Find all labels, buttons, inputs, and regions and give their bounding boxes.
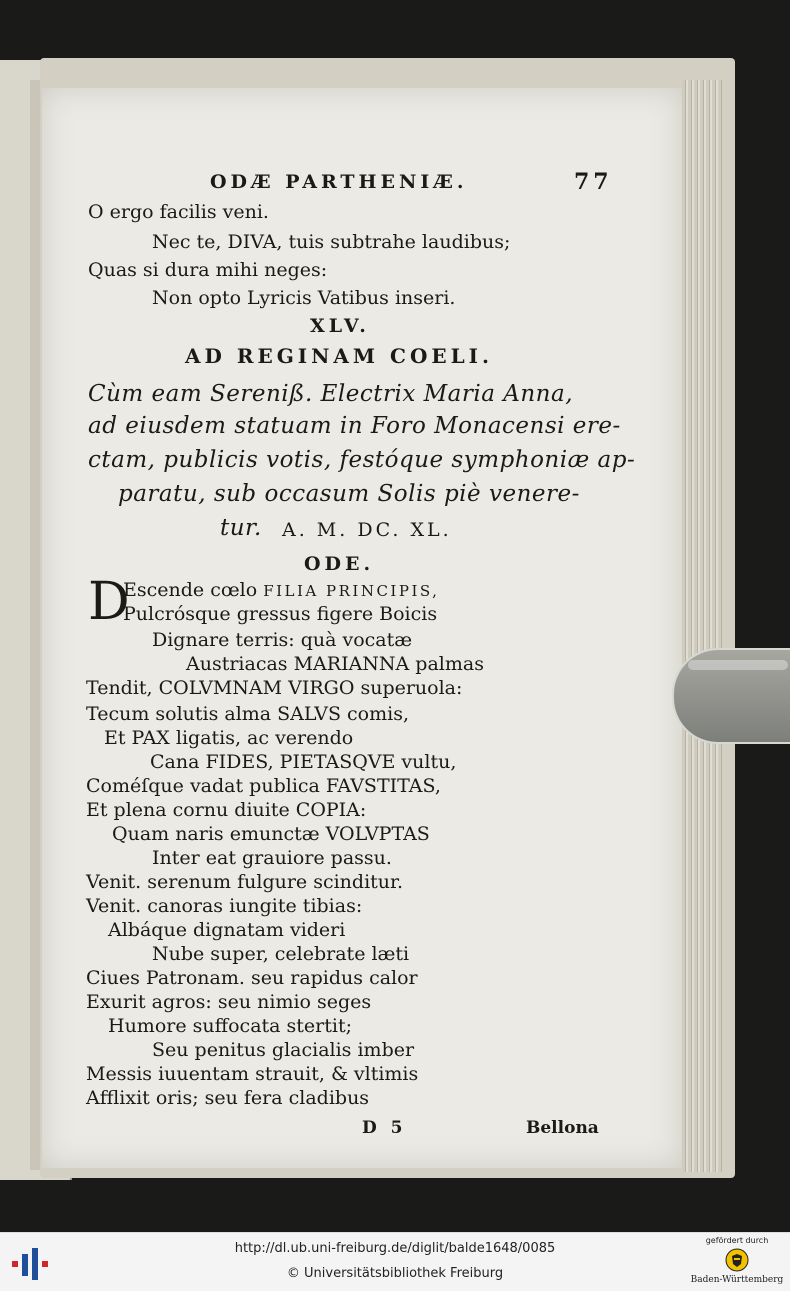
verse-line: Venit. serenum fulgure scinditur. — [86, 871, 404, 893]
verse-line: Nec te, DIVA, tuis subtrahe laudibus; — [152, 231, 511, 253]
verse-line: Nube super, celebrate læti — [152, 943, 410, 965]
verse-line: Quam naris emunctæ VOLVPTAS — [112, 823, 430, 845]
verse-line: Afflixit oris; seu fera cladibus — [86, 1087, 370, 1109]
funder-name: Baden-Württemberg — [690, 1275, 784, 1285]
verse-line: Austriacas MARIANNA palmas — [186, 653, 484, 675]
ode-title: AD REGINAM COELI. — [185, 344, 493, 368]
page-edges — [682, 80, 722, 1172]
first-verse-caps: FILIA PRINCIPIS, — [263, 582, 440, 600]
verse-line: O ergo facilis veni. — [88, 201, 269, 223]
dedication-line: paratu, sub occasum Solis piè venere- — [118, 481, 580, 507]
ode-label: ODE. — [304, 553, 375, 575]
verse-line: Inter eat grauiore passu. — [152, 847, 392, 869]
catchword: Bellona — [526, 1118, 599, 1138]
dedication-line: ctam, publicis votis, festóque symphoniæ ap- — [88, 447, 636, 473]
first-verse-text: Escende cœlo — [123, 579, 258, 601]
funder-label: gefördert durch — [705, 1236, 769, 1245]
verse-line: Tendit, COLVMNAM VIRGO superuola: — [86, 677, 463, 699]
verse-line: Tecum solutis alma SALVS comis, — [86, 703, 410, 725]
verse-line: Et PAX ligatis, ac verendo — [104, 727, 354, 749]
verse-line: Quas si dura mihi neges: — [88, 259, 328, 281]
page-number: 77 — [574, 169, 613, 195]
ode-number: XLV. — [310, 315, 370, 337]
drop-capital: D — [88, 572, 130, 632]
verse-line: Seu penitus glacialis imber — [152, 1039, 415, 1061]
verse-line: Pulcrósque gressus figere Boicis — [123, 603, 438, 625]
verse-line: Exurit agros: seu nimio seges — [86, 991, 372, 1013]
verse-line: Ciues Patronam. seu rapidus calor — [86, 967, 418, 989]
first-verse-line — [123, 578, 439, 603]
running-head: ODÆ PARTHENIÆ. — [210, 171, 468, 193]
funder-logo — [690, 1236, 784, 1288]
verse-line: Et plena cornu diuite COPIA: — [86, 799, 367, 821]
dedication-date: A. M. DC. XL. — [282, 519, 452, 541]
copyright-notice: © Universitätsbibliothek Freiburg — [286, 1266, 504, 1281]
verse-line: Coméſque vadat publica FAVSTITAS, — [86, 775, 441, 797]
verse-line: Albáque dignatam videri — [108, 919, 346, 941]
dedication-line: tur. — [220, 515, 262, 541]
dedication-line: ad eiusdem statuam in Foro Monacensi ere- — [88, 413, 621, 439]
permalink-url[interactable]: http://dl.ub.uni-freiburg.de/diglit/balde1648/0085 — [234, 1241, 556, 1256]
dedication-line: Cùm eam Sereniß. Electrix Maria Anna, — [88, 381, 574, 407]
verse-line: Venit. canoras iungite tibias: — [86, 895, 363, 917]
verse-line: Dignare terris: quà vocatæ — [152, 629, 413, 651]
verse-line: Cana FIDES, PIETASQVE vultu, — [150, 751, 457, 773]
coat-of-arms-icon — [725, 1248, 749, 1272]
verse-line: Humore suffocata stertit; — [108, 1015, 352, 1037]
signature-mark: D 5 — [362, 1118, 407, 1138]
page-clip-highlight — [688, 660, 788, 670]
verse-line: Non opto Lyricis Vatibus inseri. — [152, 287, 456, 309]
verse-line: Messis iuuentam strauit, & vltimis — [86, 1063, 419, 1085]
